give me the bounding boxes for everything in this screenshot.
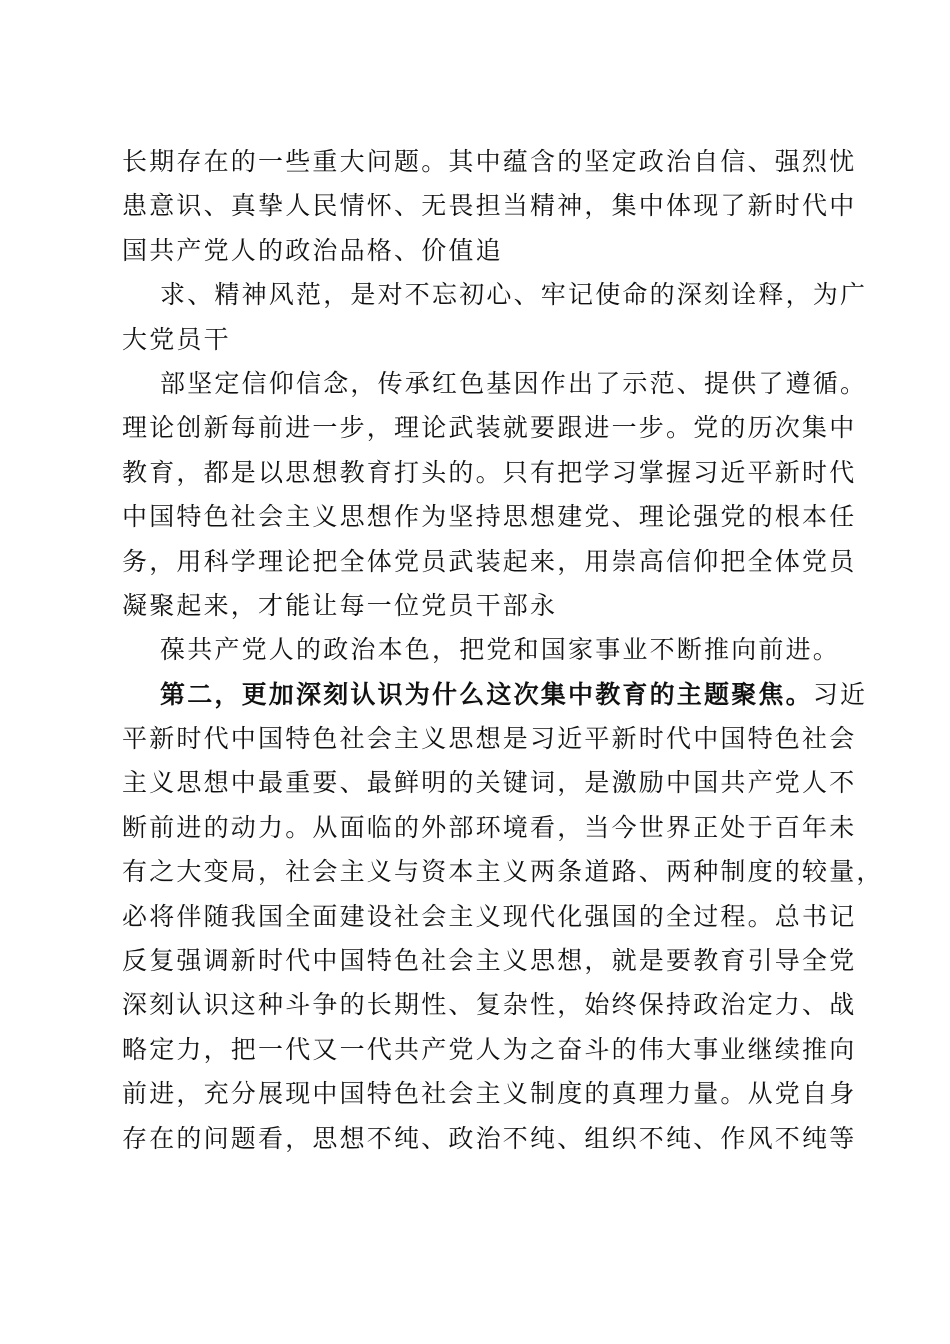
text-line: 有之大变局，社会主义与资本主义两条道路、两种制度的较量，: [122, 857, 884, 887]
text-line: 中国特色社会主义思想作为坚持思想建党、理论强党的根本任: [122, 502, 857, 532]
text-line: 部坚定信仰信念，传承红色基因作出了示范、提供了遵循。: [160, 368, 868, 398]
text-line: 存在的问题看，思想不纯、政治不纯、组织不纯、作风不纯等: [122, 1123, 857, 1153]
text-line: 患意识、真挚人民情怀、无畏担当精神，集中体现了新时代中: [122, 191, 857, 221]
text-line: 前进，充分展现中国特色社会主义制度的真理力量。从党自身: [122, 1079, 857, 1109]
text-line: 断前进的动力。从面临的外部环境看，当今世界正处于百年未: [122, 812, 857, 842]
text-line: 大党员干: [122, 324, 231, 354]
text-line: 葆共产党人的政治本色，把党和国家事业不断推向前进。: [160, 635, 841, 665]
section-heading: 第二，更加深刻认识为什么这次集中教育的主题聚焦。: [160, 679, 813, 709]
text-line: 凝聚起来，才能让每一位党员干部永: [122, 590, 558, 620]
section-heading-line: [122, 673, 868, 717]
text-line: 国共产党人的政治品格、价值追: [122, 235, 503, 265]
text-line: 略定力，把一代又一代共产党人为之奋斗的伟大事业继续推向: [122, 1034, 857, 1064]
text-line: 求、精神风范，是对不忘初心、牢记使命的深刻诠释，为广: [160, 280, 868, 310]
text-line: 主义思想中最重要、最鲜明的关键词，是激励中国共产党人不: [122, 768, 857, 798]
text-line: 务，用科学理论把全体党员武装起来，用崇高信仰把全体党员: [122, 546, 857, 576]
text-line: 教育，都是以思想教育打头的。只有把学习掌握习近平新时代: [122, 457, 857, 487]
document-body: [122, 140, 884, 1161]
text-line: 深刻认识这种斗争的长期性、复杂性，始终保持政治定力、战: [122, 990, 857, 1020]
text-line: 平新时代中国特色社会主义思想是习近平新时代中国特色社会: [122, 724, 857, 754]
text-line: 反复强调新时代中国特色社会主义思想，就是要教育引导全党: [122, 946, 857, 976]
text-line: 理论创新每前进一步，理论武装就要跟进一步。党的历次集中: [122, 413, 857, 443]
text-line: 长期存在的一些重大问题。其中蕴含的坚定政治自信、强烈忧: [122, 147, 857, 176]
section-heading-continuation: 习近: [812, 679, 868, 709]
text-line: 必将伴随我国全面建设社会主义现代化强国的全过程。总书记: [122, 901, 857, 931]
